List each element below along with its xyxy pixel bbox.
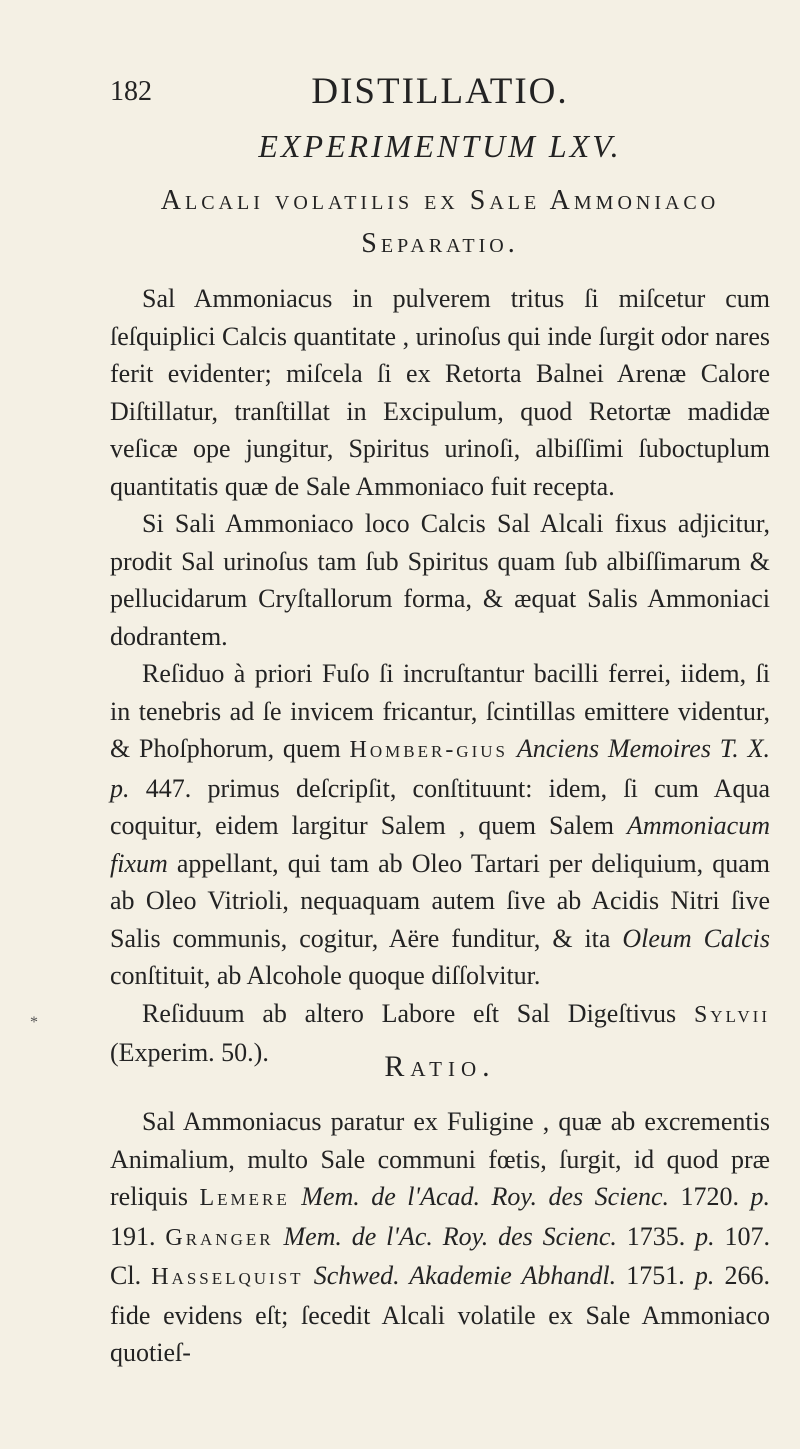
author-name: Homber-gius (349, 737, 508, 763)
ratio-paragraph (110, 1103, 770, 1372)
paragraph-1: Sal Ammoniacus in pulverem tritus ſi miſcetur cum ſeſquiplici Calcis quantitate , urinoſus qui inde ſurgit odor nares ferit evidenter; miſcela ſi ex Retorta Balnei Arenæ Calore Diſtillatur, tranſtillat in Excipulum, quod Retortæ madidæ veſicæ ope jungitur, Spiritus urinoſi, albiſſimi ſuboctuplum quantitatis quæ de Sale Ammoniaco fuit recepta. (110, 284, 770, 501)
italic-term: Oleum Calcis (622, 923, 771, 953)
text-run: Reſiduum ab altero Labore eſt Sal Digeſtivus (142, 998, 694, 1028)
text-run (508, 734, 517, 763)
italic-term: Ammoniacum fixum (110, 811, 770, 878)
text-run: 1735. (616, 1221, 696, 1251)
text-run (290, 1182, 302, 1211)
work-citation: Mem. de l'Ac. Roy. des Scienc. (283, 1221, 617, 1251)
text-run: 1720. (669, 1182, 751, 1211)
ratio-heading: Ratio. (384, 1050, 496, 1083)
text-run: 266. fide evidens eſt; ſecedit Alcali volatile ex Sale Ammoniaco quotieſ- (110, 1261, 770, 1367)
page-abbrev: p. (694, 1261, 715, 1290)
text-run: 191. (110, 1221, 166, 1251)
text-run: 447. primus deſcripſit, conſtituunt: idem, ſi cum Aqua coquitur, eidem largitur Salem , quem Salem (110, 773, 770, 840)
author-name: Sylvii (693, 1001, 770, 1028)
work-citation: Schwed. Akademie Abhandl. (313, 1261, 617, 1290)
ratio-body (110, 1103, 770, 1372)
author-name: Granger (165, 1224, 274, 1251)
margin-mark: * (30, 1014, 38, 1031)
text-run: (Experim. 50.). (110, 1038, 269, 1067)
running-title: DISTILLATIO. (311, 71, 569, 112)
experiment-subtitle-line1: Alcali volatilis ex Sale Ammoniaco (160, 185, 720, 216)
text-run: conſtituit, ab Alcohole quoque diſſolvitur. (110, 961, 541, 990)
page-number: 182 (110, 76, 152, 107)
work-citation: Anciens Memoires T. X. p. (110, 734, 771, 803)
text-run: 107. Cl. (110, 1221, 771, 1290)
paragraph-2: Si Sali Ammoniaco loco Calcis Sal Alcali fixus adjicitur, prodit Sal urinoſus tam ſub Spiritus quam ſub albiſſimarum & pellucidarum Cryſtallorum forma, & æquat Salis Ammoniaci dodrantem. (110, 509, 770, 651)
text-run: 1751. (616, 1261, 695, 1290)
work-citation: Mem. de l'Acad. Roy. des Scienc. (301, 1182, 669, 1211)
running-head (110, 71, 770, 116)
experiment-title: EXPERIMENTUM LXV. (258, 128, 622, 164)
text-run (304, 1261, 314, 1290)
author-name: Lemere (199, 1185, 290, 1211)
experiment-body (110, 280, 770, 1072)
author-name: Hasselquist (151, 1264, 304, 1290)
text-run: Reſiduo à priori Fuſo ſi incruſtantur bacilli ferrei, iidem, ſi in tenebris ad ſe invicem fricantur, ſcintillas emittere videntur, & Phoſphorum, quem (110, 659, 770, 763)
page-abbrev: p. (695, 1221, 715, 1251)
page-abbrev: p. (750, 1182, 770, 1211)
text-run: Sal Ammoniacus paratur ex Fuligine , quæ ab excrementis Animalium, multo Sale communi fœtis, ſurgit, id quod præ reliquis (110, 1107, 770, 1211)
paragraph-3 (110, 655, 770, 995)
text-run (274, 1222, 284, 1251)
experiment-subtitle-line2: Separatio. (361, 228, 519, 259)
text-run: appellant, qui tam ab Oleo Tartari per deliquium, quam ab Oleo Vitrioli, nequaquam autem ſive ab Acidis Nitri ſive Salis communis, cogitur, Aëre funditur, & ita (110, 848, 770, 953)
